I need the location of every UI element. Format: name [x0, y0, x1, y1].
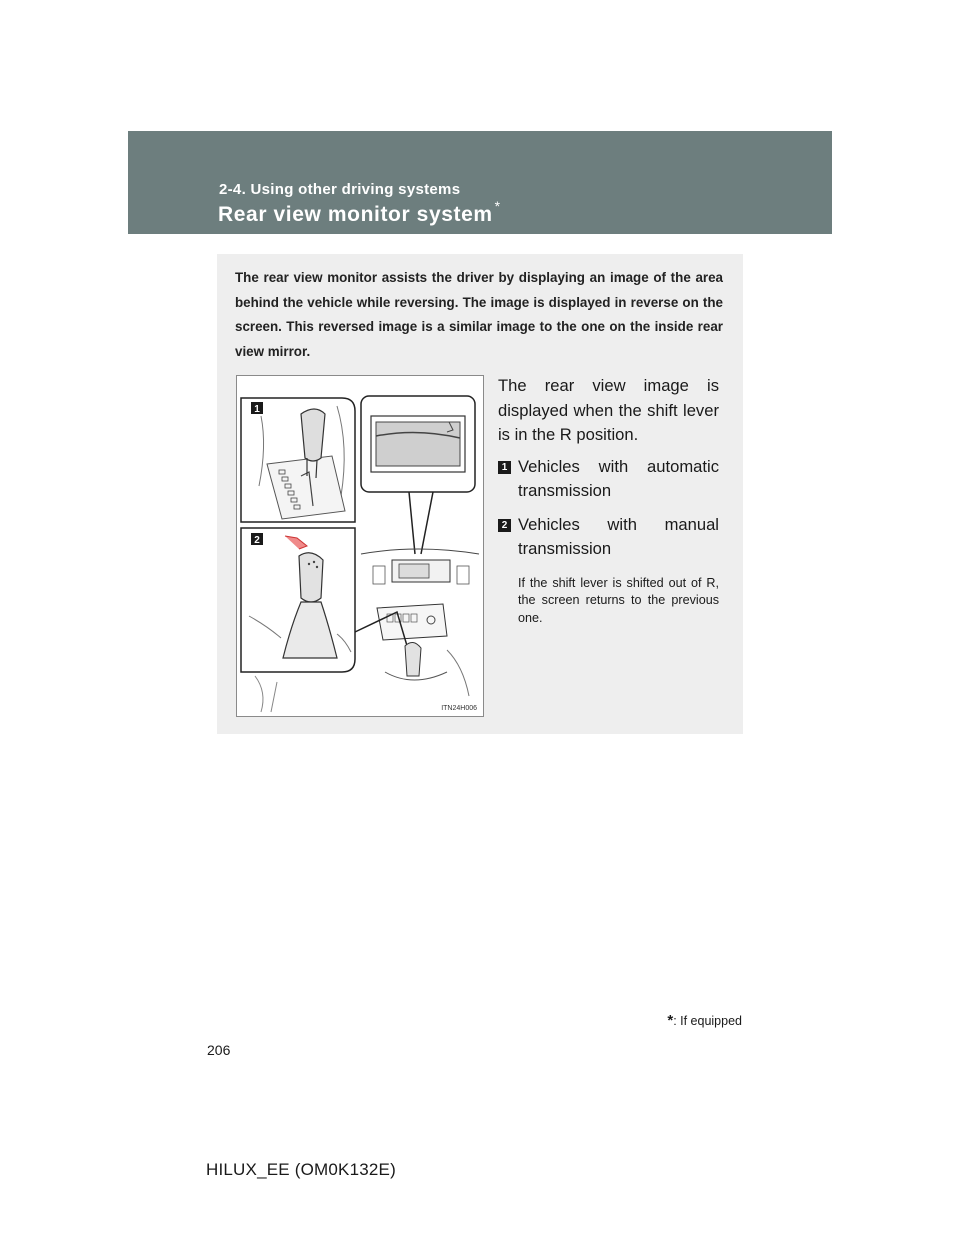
automatic-shift-knob [301, 409, 325, 461]
content-panel [217, 254, 743, 734]
item-badge: 1 [498, 461, 511, 474]
item-text: Vehicles with manual transmission [518, 514, 719, 558]
illustration [236, 375, 484, 717]
lead-text: The rear view image is displayed when the shift lever is in the R position. [498, 376, 719, 444]
page-title [218, 200, 501, 227]
callout-badge-1-label: 1 [254, 404, 260, 415]
callout-badge-2-label: 2 [254, 535, 260, 546]
footnote-text: : If equipped [673, 1014, 742, 1028]
illustration-drawing [237, 376, 483, 716]
figure-code: ITN24H006 [441, 705, 477, 712]
chapter-header [128, 131, 832, 234]
intro-paragraph: The rear view monitor assists the driver by displaying an image of the area behind the vehicle while reversing. The image is displayed in reverse on the screen. This reversed image is a similar image to the one on the inside rear view mirror. [235, 270, 723, 359]
document-code: HILUX_EE (OM0K132E) [206, 1160, 396, 1179]
list-item [498, 455, 719, 503]
section-title: 2-4. Using other driving systems [219, 181, 461, 198]
description-column [498, 374, 719, 627]
note-text: If the shift lever is shifted out of R, the screen returns to the previous one. [518, 575, 719, 625]
shift-gate [267, 456, 345, 519]
list-item [498, 513, 719, 561]
page-title-text: Rear view monitor system [218, 203, 493, 226]
footnote-mark: * [667, 1012, 674, 1029]
item-text: Vehicles with automatic transmission [518, 456, 719, 500]
footnote [667, 1012, 742, 1029]
manual-shift-knob [299, 553, 323, 602]
shift-boot [283, 602, 337, 658]
item-badge: 2 [498, 519, 511, 532]
equipped-mark: * [494, 198, 501, 214]
shift-direction-arrow [285, 536, 307, 549]
page-number: 206 [207, 1042, 231, 1058]
